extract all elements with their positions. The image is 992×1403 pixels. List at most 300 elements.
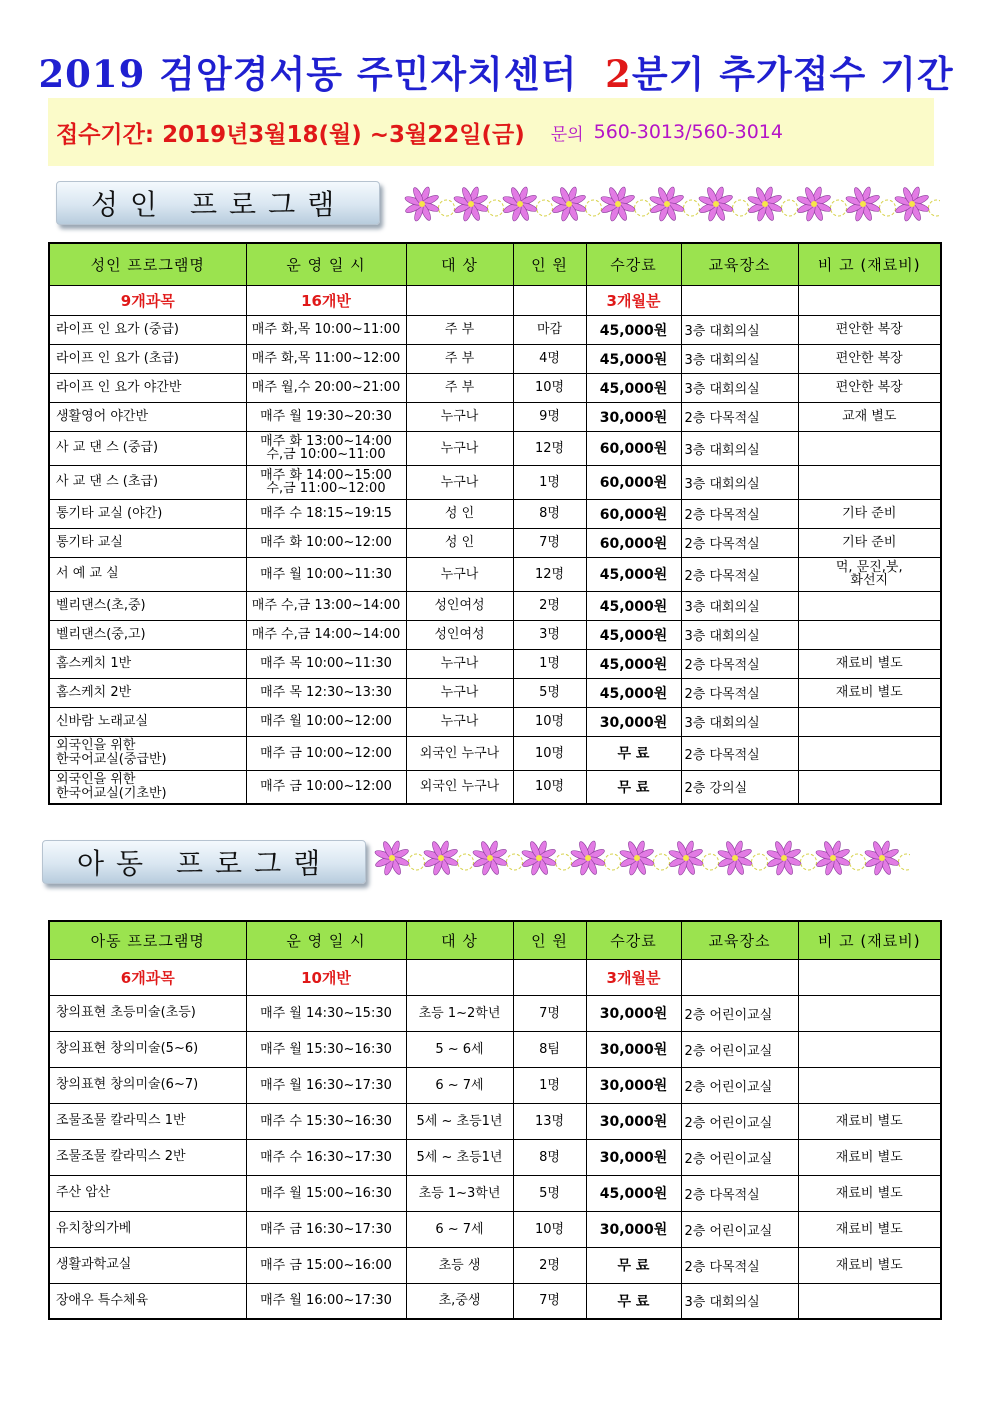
- count-cell: 12명: [513, 431, 586, 465]
- count-cell: 9명: [513, 402, 586, 431]
- summary-fee-period: 3개월분: [586, 285, 681, 315]
- fee-cell: 45,000원: [586, 678, 681, 707]
- schedule-cell: [246, 649, 406, 678]
- schedule: 매주 화,목 11:00~12:00: [251, 351, 401, 366]
- registration-period: 접수기간: 2019년3월18(월) ~3월22일(금): [56, 121, 525, 148]
- child-program-table: [48, 920, 942, 1320]
- place-cell: 2층 어린이교실: [681, 1139, 798, 1175]
- target-cell: 초등 1~2학년: [406, 995, 513, 1031]
- target-cell: 6 ~ 7세: [406, 1211, 513, 1247]
- fee-cell: 무 료: [586, 736, 681, 770]
- program-name-cell: [49, 1103, 246, 1139]
- count-cell: 10명: [513, 1211, 586, 1247]
- header-program-name: 성인 프로그램명: [49, 243, 246, 285]
- count-cell: 10명: [513, 770, 586, 804]
- place-cell: 2층 다목적실: [681, 649, 798, 678]
- schedule: 매주 목 10:00~11:30: [260, 656, 392, 671]
- place-cell: 2층 어린이교실: [681, 1067, 798, 1103]
- place-cell: 2층 어린이교실: [681, 1103, 798, 1139]
- note-cell: [798, 707, 941, 736]
- place-cell: 3층 대회의실: [681, 431, 798, 465]
- schedule: 매주 월 19:30~20:30: [260, 409, 392, 424]
- note: 편안한 복장: [835, 351, 903, 366]
- table-row: [49, 373, 941, 402]
- count-cell: 1명: [513, 1067, 586, 1103]
- header-fee: 수강료: [586, 921, 681, 959]
- count-cell: 1명: [513, 649, 586, 678]
- table-row: [49, 1283, 941, 1319]
- place-cell: 2층 다목적실: [681, 1247, 798, 1283]
- target-cell: 성인여성: [406, 591, 513, 620]
- place-cell: 3층 대회의실: [681, 344, 798, 373]
- table-row: [49, 499, 941, 528]
- schedule: 매주 화 14:00~15:00: [260, 468, 392, 483]
- target-cell: 외국인 누구나: [406, 770, 513, 804]
- program-name-cell: [49, 995, 246, 1031]
- place-cell: 2층 다목적실: [681, 736, 798, 770]
- target-cell: 주 부: [406, 373, 513, 402]
- table-row: [49, 402, 941, 431]
- table-row: [49, 431, 941, 465]
- header-note: 비 고 (재료비): [798, 243, 941, 285]
- program-name-cell: [49, 373, 246, 402]
- note: 재료비 별도: [835, 656, 903, 671]
- schedule-cell: [246, 678, 406, 707]
- note-cell: [798, 499, 941, 528]
- fee-cell: 60,000원: [586, 431, 681, 465]
- place-cell: 2층 다목적실: [681, 528, 798, 557]
- schedule-line2: 수,금 11:00~12:00: [266, 481, 386, 496]
- program-name: 라이프 인 요가 (중급): [56, 321, 180, 337]
- flower-icon: [894, 186, 940, 222]
- header-target: 대 상: [406, 243, 513, 285]
- flower-decoration-child: [370, 834, 910, 882]
- place-cell: 2층 다목적실: [681, 1175, 798, 1211]
- flower-icon: [551, 186, 602, 222]
- adult-banner-label: 성인 프로그램: [91, 188, 347, 221]
- fee-cell: 무 료: [586, 1247, 681, 1283]
- target-cell: 6 ~ 7세: [406, 1067, 513, 1103]
- fee-cell: 30,000원: [586, 1031, 681, 1067]
- schedule-cell: [246, 736, 406, 770]
- place-cell: 3층 대회의실: [681, 620, 798, 649]
- target-cell: 누구나: [406, 649, 513, 678]
- note-cell: [798, 649, 941, 678]
- flower-icon: [619, 840, 670, 876]
- flower-icon: [521, 840, 572, 876]
- note-cell: [798, 1211, 941, 1247]
- schedule-cell: [246, 431, 406, 465]
- child-header-row: [49, 921, 941, 959]
- program-name-cell: [49, 591, 246, 620]
- program-name: 벨리댄스(초,중): [56, 597, 146, 613]
- schedule-cell: [246, 1103, 406, 1139]
- fee-cell: 무 료: [586, 770, 681, 804]
- program-name: 창의표현 초등미술(초등): [56, 1005, 196, 1020]
- fee-cell: 45,000원: [586, 344, 681, 373]
- fee-cell: 45,000원: [586, 315, 681, 344]
- schedule: 매주 수,금 13:00~14:00: [251, 598, 401, 613]
- adult-header-row: [49, 243, 941, 285]
- schedule-cell: [246, 707, 406, 736]
- summary-courses: 6개과목: [49, 959, 246, 995]
- schedule-cell: [246, 591, 406, 620]
- program-name-cell: [49, 499, 246, 528]
- target-cell: 5세 ~ 초등1년: [406, 1139, 513, 1175]
- header-target: 대 상: [406, 921, 513, 959]
- table-row: [49, 678, 941, 707]
- flower-icon: [747, 186, 798, 222]
- count-cell: 7명: [513, 528, 586, 557]
- program-name-cell: [49, 620, 246, 649]
- table-row: [49, 1211, 941, 1247]
- fee-cell: 30,000원: [586, 995, 681, 1031]
- schedule: 매주 월 10:00~12:00: [260, 714, 392, 729]
- schedule: 매주 월 15:30~16:30: [260, 1041, 392, 1057]
- schedule-cell: [246, 620, 406, 649]
- note-line2: 화선지: [850, 573, 889, 588]
- program-name-cell: [49, 649, 246, 678]
- table-row: [49, 995, 941, 1031]
- program-name: 생활영어 야간반: [56, 408, 149, 424]
- program-name: 벨리댄스(중,고): [56, 626, 146, 642]
- place-cell: 2층 다목적실: [681, 499, 798, 528]
- flower-icon: [649, 186, 700, 222]
- program-name-cell: [49, 465, 246, 499]
- title-main: 2019 검암경서동 주민자치센터: [38, 52, 578, 96]
- place-cell: 2층 다목적실: [681, 557, 798, 591]
- adult-program-banner: [56, 181, 380, 225]
- place-cell: 3층 대회의실: [681, 373, 798, 402]
- target-cell: 5 ~ 6세: [406, 1031, 513, 1067]
- schedule-cell: [246, 1139, 406, 1175]
- note: 교재 별도: [842, 409, 897, 424]
- title-tail: 분기 추가접수 기간: [631, 52, 954, 96]
- schedule: 매주 월,수 20:00~21:00: [251, 380, 401, 395]
- flower-icon: [472, 840, 523, 876]
- target-cell: 성인여성: [406, 620, 513, 649]
- summary-classes: 10개반: [246, 959, 406, 995]
- program-name-cell: [49, 431, 246, 465]
- table-row: [49, 620, 941, 649]
- flower-icon: [453, 186, 504, 222]
- flower-icon: [502, 186, 553, 222]
- flower-icon: [766, 840, 817, 876]
- schedule: 매주 월 15:00~16:30: [260, 1185, 392, 1201]
- place-cell: 3층 대회의실: [681, 465, 798, 499]
- schedule-cell: [246, 1247, 406, 1283]
- target-cell: 5세 ~ 초등1년: [406, 1103, 513, 1139]
- schedule-cell: [246, 557, 406, 591]
- program-name-cell: [49, 1175, 246, 1211]
- schedule: 매주 수 15:30~16:30: [260, 1113, 392, 1129]
- count-cell: 1명: [513, 465, 586, 499]
- program-name-line2: 한국어교실(중급반): [56, 752, 167, 767]
- target-cell: 주 부: [406, 344, 513, 373]
- program-name: 주산 암산: [56, 1185, 111, 1200]
- schedule-cell: [246, 315, 406, 344]
- schedule: 매주 화,목 10:00~11:00: [251, 322, 401, 337]
- note-cell: [798, 736, 941, 770]
- note: 먹, 문진,붓,: [835, 560, 903, 575]
- program-name-cell: [49, 1067, 246, 1103]
- schedule-cell: [246, 1067, 406, 1103]
- note-cell: [798, 1175, 941, 1211]
- target-cell: 주 부: [406, 315, 513, 344]
- note: 재료비 별도: [835, 1113, 903, 1129]
- program-name-cell: [49, 1139, 246, 1175]
- program-name-cell: [49, 678, 246, 707]
- flower-icon: [796, 186, 847, 222]
- fee-cell: 무 료: [586, 1283, 681, 1319]
- schedule: 매주 월 14:30~15:30: [260, 1005, 392, 1021]
- table-row: [49, 1067, 941, 1103]
- note-cell: [798, 591, 941, 620]
- schedule-cell: [246, 465, 406, 499]
- fee-cell: 30,000원: [586, 1211, 681, 1247]
- program-name: 조물조물 칼라믹스 2반: [56, 1149, 186, 1164]
- note-cell: [798, 620, 941, 649]
- flower-icon: [864, 840, 910, 876]
- program-name: 외국인을 위한: [56, 738, 136, 753]
- fee-cell: 60,000원: [586, 528, 681, 557]
- table-row: [49, 315, 941, 344]
- note: 편안한 복장: [835, 380, 903, 395]
- note-cell: [798, 315, 941, 344]
- note: 재료비 별도: [835, 1185, 903, 1201]
- program-name-cell: [49, 707, 246, 736]
- fee-cell: 60,000원: [586, 465, 681, 499]
- target-cell: 초등 생: [406, 1247, 513, 1283]
- schedule-cell: [246, 499, 406, 528]
- summary-classes: 16개반: [246, 285, 406, 315]
- contact-phone: 560-3013/560-3014: [593, 121, 783, 143]
- flower-icon: [600, 186, 651, 222]
- program-name-cell: [49, 315, 246, 344]
- fee-cell: 45,000원: [586, 557, 681, 591]
- schedule-cell: [246, 373, 406, 402]
- note-cell: [798, 1103, 941, 1139]
- flower-icon: [845, 186, 896, 222]
- target-cell: 누구나: [406, 465, 513, 499]
- count-cell: 2명: [513, 591, 586, 620]
- schedule-cell: [246, 1031, 406, 1067]
- target-cell: 누구나: [406, 678, 513, 707]
- program-name: 서 예 교 실: [56, 566, 119, 581]
- schedule: 매주 월 10:00~11:30: [260, 566, 392, 582]
- count-cell: 5명: [513, 678, 586, 707]
- program-name: 창의표현 창의미술(6~7): [56, 1077, 199, 1092]
- count-cell: 5명: [513, 1175, 586, 1211]
- program-name: 홈스케치 2반: [56, 684, 132, 700]
- header-schedule: 운 영 일 시: [246, 243, 406, 285]
- schedule: 매주 수,금 14:00~14:00: [251, 627, 401, 642]
- header-program-name: 아동 프로그램명: [49, 921, 246, 959]
- place-cell: 2층 어린이교실: [681, 995, 798, 1031]
- fee-cell: 60,000원: [586, 499, 681, 528]
- header-fee: 수강료: [586, 243, 681, 285]
- count-cell: 7명: [513, 995, 586, 1031]
- note-cell: [798, 431, 941, 465]
- header-place: 교육장소: [681, 921, 798, 959]
- schedule-line2: 수,금 10:00~11:00: [266, 447, 386, 462]
- program-name: 사 교 댄 스 (초급): [56, 474, 159, 489]
- fee-cell: 45,000원: [586, 620, 681, 649]
- program-name-cell: [49, 402, 246, 431]
- target-cell: 초,중생: [406, 1283, 513, 1319]
- program-name: 유치창의가베: [56, 1221, 132, 1236]
- table-row: [49, 1175, 941, 1211]
- schedule-cell: [246, 1211, 406, 1247]
- note: 기타 준비: [842, 506, 897, 521]
- note-cell: [798, 1139, 941, 1175]
- program-name-cell: [49, 736, 246, 770]
- place-cell: 2층 어린이교실: [681, 1031, 798, 1067]
- program-name: 생활과학교실: [56, 1257, 132, 1272]
- program-name-cell: [49, 770, 246, 804]
- target-cell: 누구나: [406, 431, 513, 465]
- table-row: [49, 557, 941, 591]
- count-cell: 4명: [513, 344, 586, 373]
- count-cell: 8명: [513, 499, 586, 528]
- table-row: [49, 1139, 941, 1175]
- note: 기타 준비: [842, 535, 897, 550]
- target-cell: 누구나: [406, 402, 513, 431]
- note: 재료비 별도: [835, 1221, 903, 1237]
- target-cell: 누구나: [406, 707, 513, 736]
- note-cell: [798, 1247, 941, 1283]
- target-cell: 성 인: [406, 528, 513, 557]
- fee-cell: 30,000원: [586, 1139, 681, 1175]
- program-name-line2: 한국어교실(기초반): [56, 785, 167, 801]
- flower-icon: [668, 840, 719, 876]
- flower-decoration-adult: [400, 180, 940, 228]
- note-cell: [798, 678, 941, 707]
- place-cell: 3층 대회의실: [681, 315, 798, 344]
- child-summary-row: [49, 959, 941, 995]
- note: 재료비 별도: [835, 1257, 903, 1273]
- program-name: 창의표현 창의미술(5~6): [56, 1041, 199, 1056]
- place-cell: 2층 어린이교실: [681, 1211, 798, 1247]
- flower-icon: [404, 186, 455, 222]
- program-name: 조물조물 칼라믹스 1반: [56, 1113, 186, 1128]
- fee-cell: 45,000원: [586, 1175, 681, 1211]
- schedule-cell: [246, 995, 406, 1031]
- program-name: 통기타 교실: [56, 534, 123, 550]
- program-name-cell: [49, 1031, 246, 1067]
- adult-summary-row: [49, 285, 941, 315]
- program-name-cell: [49, 1283, 246, 1319]
- program-name-cell: [49, 528, 246, 557]
- table-row: [49, 344, 941, 373]
- count-cell: 2명: [513, 1247, 586, 1283]
- adult-program-table: [48, 242, 942, 805]
- note-cell: [798, 1067, 941, 1103]
- table-row: [49, 707, 941, 736]
- registration-period-box: [48, 98, 934, 166]
- count-cell: 13명: [513, 1103, 586, 1139]
- fee-cell: 30,000원: [586, 1067, 681, 1103]
- program-name: 사 교 댄 스 (중급): [56, 440, 159, 455]
- note-cell: [798, 1031, 941, 1067]
- fee-cell: 45,000원: [586, 649, 681, 678]
- contact-label: 문의: [550, 124, 584, 145]
- count-cell: 8팀: [513, 1031, 586, 1067]
- count-cell: 10명: [513, 373, 586, 402]
- program-name-cell: [49, 557, 246, 591]
- schedule: 매주 월 16:30~17:30: [260, 1077, 392, 1093]
- place-cell: 2층 다목적실: [681, 402, 798, 431]
- flower-icon: [374, 840, 425, 876]
- schedule: 매주 금 16:30~17:30: [260, 1221, 392, 1237]
- table-row: [49, 770, 941, 804]
- header-count: 인 원: [513, 243, 586, 285]
- schedule: 매주 화 13:00~14:00: [260, 434, 392, 449]
- count-cell: 7명: [513, 1283, 586, 1319]
- program-name-cell: [49, 1211, 246, 1247]
- child-banner-label: 아동 프로그램: [77, 847, 333, 880]
- note: 편안한 복장: [835, 322, 903, 337]
- target-cell: 성 인: [406, 499, 513, 528]
- place-cell: 2층 다목적실: [681, 678, 798, 707]
- count-cell: 8명: [513, 1139, 586, 1175]
- table-row: [49, 465, 941, 499]
- schedule: 매주 금 10:00~12:00: [260, 779, 392, 795]
- schedule-cell: [246, 1283, 406, 1319]
- count-cell: 10명: [513, 736, 586, 770]
- note-cell: [798, 770, 941, 804]
- header-count: 인 원: [513, 921, 586, 959]
- schedule: 매주 화 10:00~12:00: [260, 535, 392, 550]
- note-cell: [798, 465, 941, 499]
- note-cell: [798, 557, 941, 591]
- note: 재료비 별도: [835, 1149, 903, 1165]
- target-cell: 외국인 누구나: [406, 736, 513, 770]
- note-cell: [798, 373, 941, 402]
- count-cell: 3명: [513, 620, 586, 649]
- schedule: 매주 금 10:00~12:00: [260, 745, 392, 761]
- schedule-cell: [246, 1175, 406, 1211]
- header-note: 비 고 (재료비): [798, 921, 941, 959]
- note-cell: [798, 528, 941, 557]
- note-cell: [798, 344, 941, 373]
- note: 재료비 별도: [835, 685, 903, 700]
- note-cell: [798, 995, 941, 1031]
- table-row: [49, 591, 941, 620]
- fee-cell: 45,000원: [586, 591, 681, 620]
- program-name: 신바람 노래교실: [56, 713, 149, 729]
- program-name: 라이프 인 요가 야간반: [56, 379, 182, 395]
- flower-icon: [815, 840, 866, 876]
- program-name: 홈스케치 1반: [56, 655, 132, 671]
- program-name-cell: [49, 1247, 246, 1283]
- flower-icon: [698, 186, 749, 222]
- page-title: [0, 44, 992, 98]
- table-row: [49, 1031, 941, 1067]
- schedule: 매주 수 16:30~17:30: [260, 1149, 392, 1165]
- schedule-cell: [246, 344, 406, 373]
- program-name: 통기타 교실 (야간): [56, 505, 163, 521]
- table-row: [49, 1247, 941, 1283]
- count-cell: 마감: [513, 315, 586, 344]
- table-row: [49, 649, 941, 678]
- schedule: 매주 목 12:30~13:30: [260, 685, 392, 700]
- program-name: 장애우 특수체육: [56, 1292, 149, 1308]
- title-quarter: 2: [605, 52, 632, 96]
- note-cell: [798, 402, 941, 431]
- place-cell: 2층 강의실: [681, 770, 798, 804]
- note-cell: [798, 1283, 941, 1319]
